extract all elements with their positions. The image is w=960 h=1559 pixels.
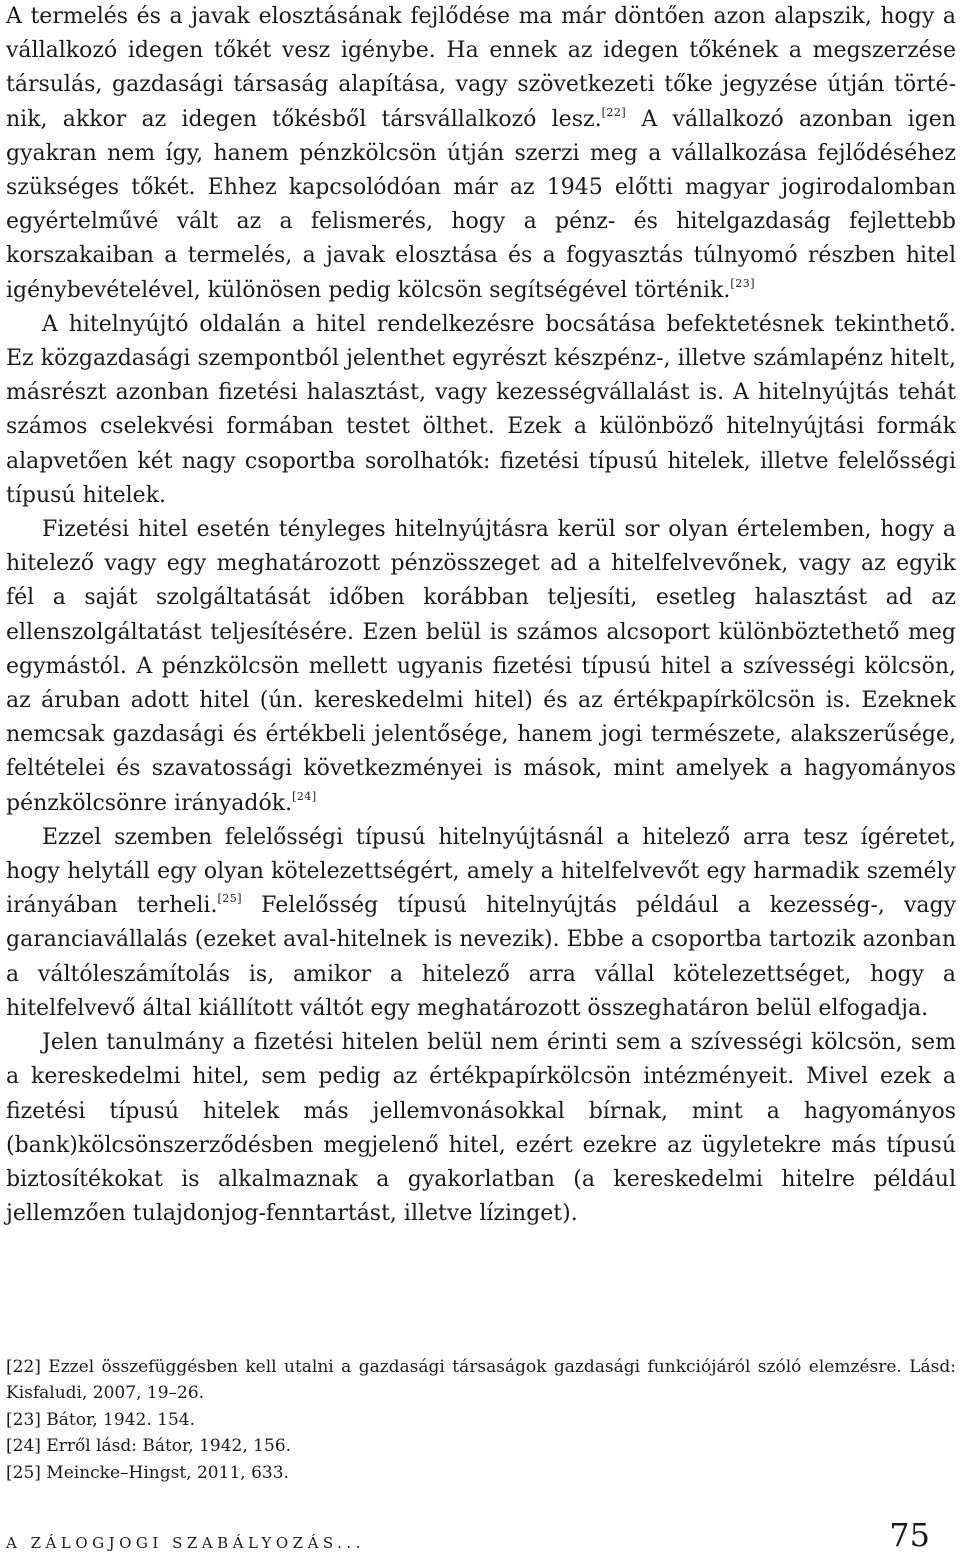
paragraph-text: A termelés és a javak elosztásának fejlődése ma már döntően azon alapszik, hogy a vállalkozó idegen tőkét vesz igénybe. Ha ennek az idegen tőkének a megszerzése társulás, gazdasági társaság alapítása, vagy szövetkezeti tőke jegyzése útján történik, akkor az idegen tőkésből társvállalkozó lesz. — [6, 4, 956, 132]
footnote-reference: [22] — [601, 105, 627, 119]
paragraph-text: A vállalkozó azonban igen gyakran nem így, hanem pénzkölcsön útján szerzi meg a vállalkozása fejlődéséhez szükséges tőkét. Ehhez kapcsolódóan már az 1945 előtti magyar jogirodalomban egyértelművé vált az a felismerés, hogy a pénz- és hitelgazdaság fejlettebb korszakaiban a termelés, a javak elosztása és a fogyasztás túlnyomó részben hitel igénybevételével, különösen pedig kölcsön segítségével történik. — [6, 106, 956, 303]
running-head: A ZÁLOGJOGI SZABÁLYOZÁS... — [6, 1534, 365, 1552]
paragraph-text: Ezzel szemben felelősségi típusú hitelnyújtásnál a hitelező arra tesz ígéretet, hogy helytáll egy olyan kötelezettségért, amely a hitelfelvevőt egy harmadik személy irányában terheli. — [6, 824, 956, 919]
footnote-25: [25] Meincke–Hingst, 2011, 633. — [6, 1462, 289, 1483]
footnotes — [6, 1354, 956, 1486]
footnote-reference: [23] — [730, 276, 756, 290]
footnote-23: [23] Bátor, 1942. 154. — [6, 1409, 195, 1430]
paragraph — [6, 821, 956, 1026]
paragraph-text: A hitelnyújtó oldalán a hitel rendelkezésre bocsátása befektetésnek tekinthető. Ez közgazdasági szempontból jelenthet egyrészt készpénz-, illetve számlapénz hitelt, másrészt azonban fizetési halasztást, vagy kezességvállalást is. A hitelnyújtás tehát számos cselekvési formában testet ölthet. Ezek a különböző hitelnyújtási formák alapvetően két nagy csoportba sorolhatók: fizetési típusú hitelek, illetve felelősségi típusú hitelek. — [6, 311, 956, 508]
paragraph — [6, 0, 956, 308]
paragraph — [6, 308, 956, 513]
paragraph-text: Jelen tanulmány a fizetési hitelen belül nem érinti sem a szívességi kölcsön, sem a kereskedelmi hitel, sem pedig az értékpapírkölcsön intézményeit. Mivel ezek a fizetési típusú hitelek más jellemvonásokkal bírnak, mint a hagyományos (bank)kölcsönszerződésben megjelenő hitel, ezért ezekre az ügyletekre más típusú biztosítékokat is alkalmaznak a gyakorlatban (a kereskedelmi hitelre például jellemzően tulajdonjog-fenntartást, illetve lízinget). — [6, 1030, 956, 1227]
paragraph — [6, 1026, 956, 1231]
footnote-22: [22] Ezzel összefüggésben kell utalni a gazdasági társaságok gazdasági funkciójáról szóló elemzésre. Lásd: Kisfaludi, 2007, 19–26. — [6, 1357, 956, 1404]
main-text — [6, 0, 956, 1231]
footnote-24: [24] Erről lásd: Bátor, 1942, 156. — [6, 1436, 292, 1457]
paragraph — [6, 513, 956, 821]
footnote-reference: [25] — [217, 892, 243, 906]
paragraph-text: Felelősség típusú hitelnyújtás például a kezesség-, vagy garanciavállalás (ezeket aval-hitelnek is nevezik). Ebbe a csoportba tartozik azonban a váltóleszámítolás is, amikor a hitelező arra vállal kötelezettséget, hogy a hitelfelvevő által kiállított váltót egy meghatározott összeghatáron belül elfogadja. — [6, 893, 956, 1021]
page-number: 75 — [889, 1516, 930, 1554]
footnote-reference: [24] — [292, 789, 317, 803]
paragraph-text: Fizetési hitel esetén tényleges hitelnyújtásra kerül sor olyan értelemben, hogy a hitelező vagy egy meghatározott pénzösszeget ad a hitelfelvevőnek, vagy az egyik fél a saját szolgáltatását időben korábban teljesíti, esetleg halasztást ad az ellenszolgáltatást teljesítésére. Ezen belül is számos alcsoport különböztethető meg egymástól. A pénzkölcsön mellett ugyanis fizetési típusú hitel a szívességi kölcsön, az áruban adott hitel (ún. kereskedelmi hitel) és az értékpapírkölcsön is. Ezeknek nemcsak gazdasági és értékbeli jelentősége, hanem jogi természete, alakszerűsége, feltételei és szavatossági következményei is mások, mint amelyek a hagyományos pénzkölcsönre irányadók. — [6, 517, 956, 816]
